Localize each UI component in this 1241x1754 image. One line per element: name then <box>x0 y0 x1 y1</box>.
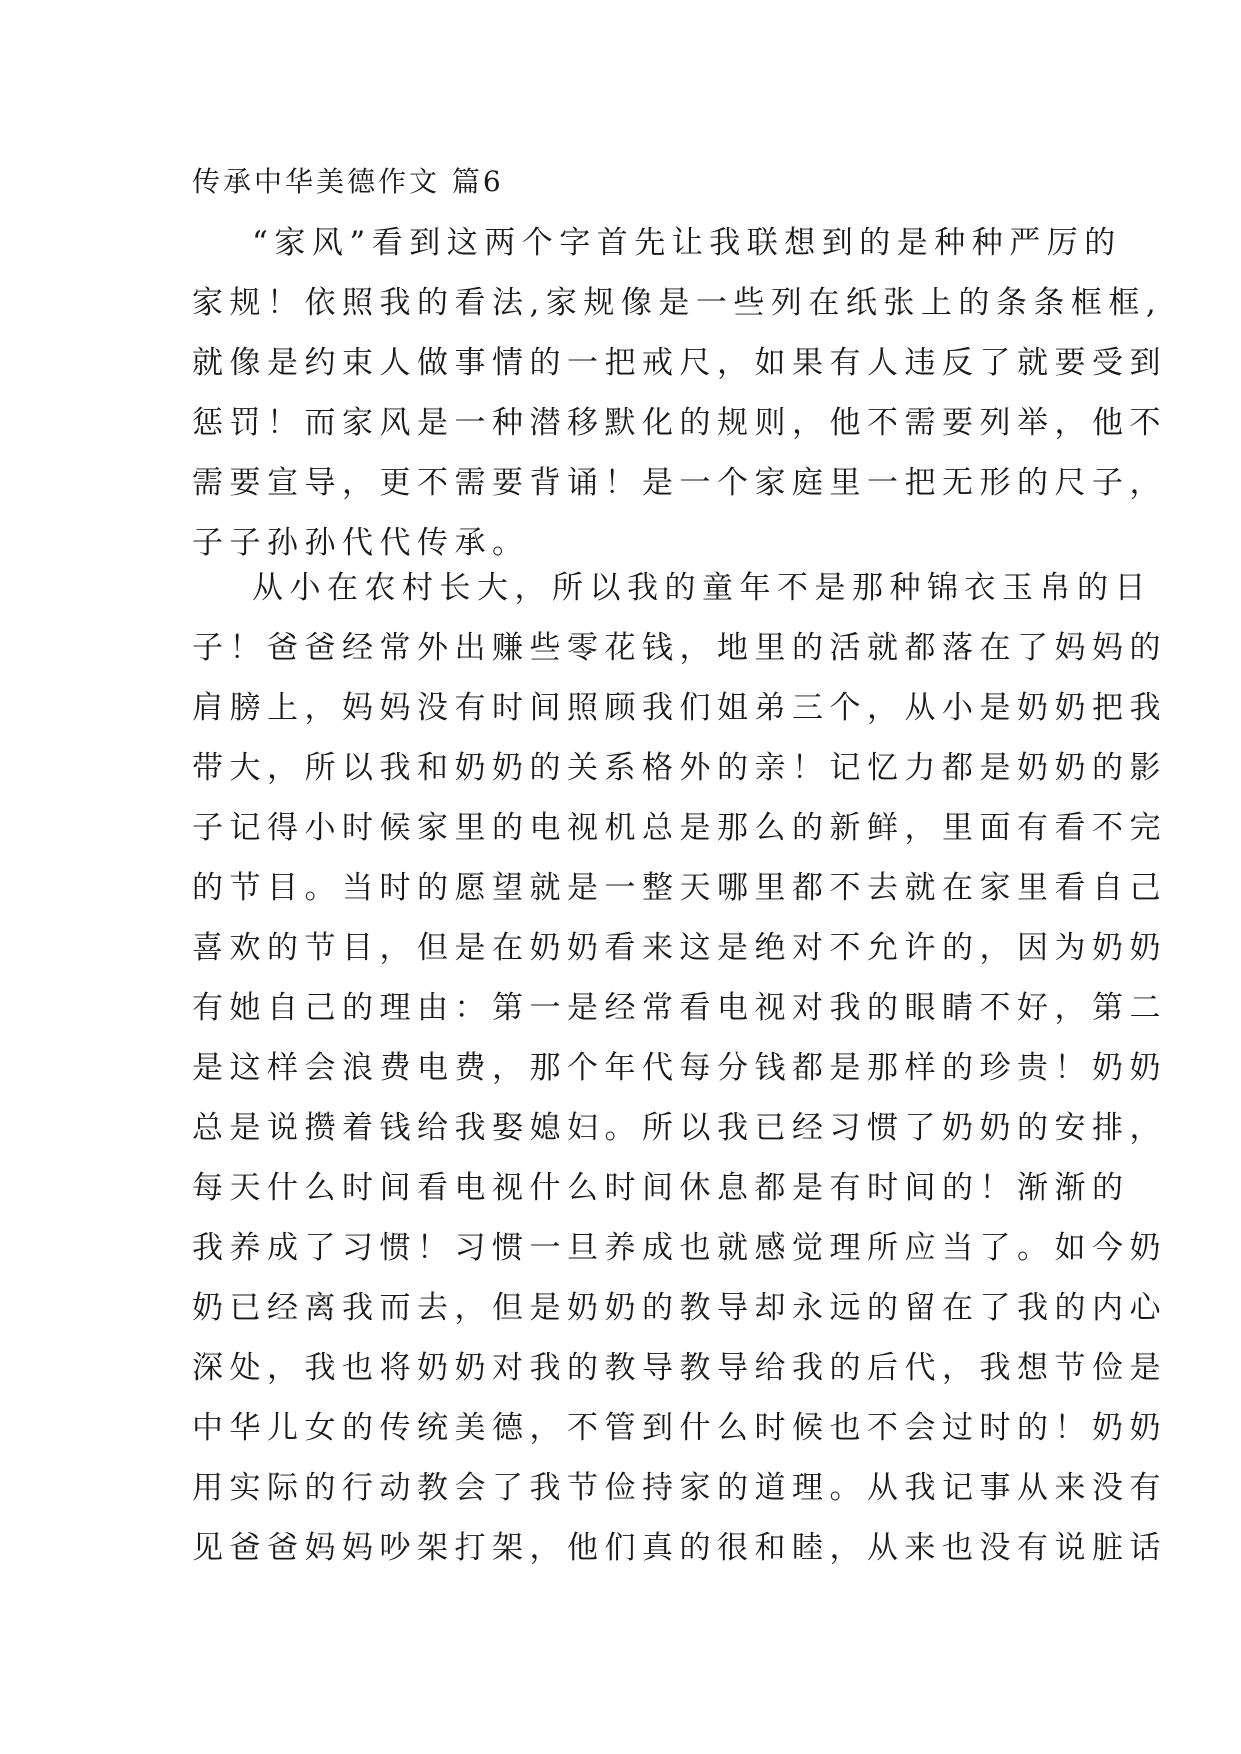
paragraph-line: 用实际的行动教会了我节俭持家的道理。从我记事从来没有 <box>192 1470 1167 1506</box>
paragraph-line: 我养成了习惯！习惯一旦养成也就感觉理所应当了。如今奶 <box>192 1230 1167 1266</box>
paragraph-line: 深处，我也将奶奶对我的教导教导给我的后代，我想节俭是 <box>192 1350 1167 1386</box>
paragraph-line: 子记得小时候家里的电视机总是那么的新鲜，里面有看不完 <box>192 810 1167 846</box>
paragraph-line: 带大，所以我和奶奶的关系格外的亲！记忆力都是奶奶的影 <box>192 750 1167 786</box>
paragraph-line: 子子孙孙代代传承。 <box>192 525 530 561</box>
paragraph-line: “家风”看到这两个字首先让我联想到的是种种严厉的 <box>252 225 1122 261</box>
document-title: 传承中华美德作文 篇6 <box>192 165 504 198</box>
paragraph-2 <box>192 558 1167 1578</box>
paragraph-line: 喜欢的节目，但是在奶奶看来这是绝对不允许的，因为奶奶 <box>192 930 1167 966</box>
paragraph-line: 中华儿女的传统美德，不管到什么时候也不会过时的！奶奶 <box>192 1410 1167 1446</box>
paragraph-line: 的节目。当时的愿望就是一整天哪里都不去就在家里看自己 <box>192 870 1167 906</box>
paragraph-line: 就像是约束人做事情的一把戒尺，如果有人违反了就要受到 <box>192 345 1167 381</box>
paragraph-line: 惩罚！而家风是一种潜移默化的规则，他不需要列举，他不 <box>192 405 1167 441</box>
paragraph-line: 是这样会浪费电费，那个年代每分钱都是那样的珍贵！奶奶 <box>192 1050 1167 1086</box>
paragraph-line: 肩膀上，妈妈没有时间照顾我们姐弟三个，从小是奶奶把我 <box>192 690 1167 726</box>
paragraph-line: 每天什么时间看电视什么时间休息都是有时间的！渐渐的 <box>192 1170 1130 1206</box>
paragraph-line: 有她自己的理由：第一是经常看电视对我的眼睛不好，第二 <box>192 990 1167 1026</box>
paragraph-line: 家规！依照我的看法,家规像是一些列在纸张上的条条框框, <box>192 285 1163 321</box>
paragraph-line: 从小在农村长大，所以我的童年不是那种锦衣玉帛的日 <box>252 570 1152 606</box>
paragraph-line: 总是说攒着钱给我娶媳妇。所以我已经习惯了奶奶的安排， <box>192 1110 1167 1146</box>
paragraph-1 <box>192 213 1167 573</box>
paragraph-line: 见爸爸妈妈吵架打架，他们真的很和睦，从来也没有说脏话 <box>192 1530 1167 1566</box>
paragraph-line: 需要宣导，更不需要背诵！是一个家庭里一把无形的尺子， <box>192 465 1167 501</box>
paragraph-line: 子！爸爸经常外出赚些零花钱，地里的活就都落在了妈妈的 <box>192 630 1167 666</box>
paragraph-line: 奶已经离我而去，但是奶奶的教导却永远的留在了我的内心 <box>192 1290 1167 1326</box>
